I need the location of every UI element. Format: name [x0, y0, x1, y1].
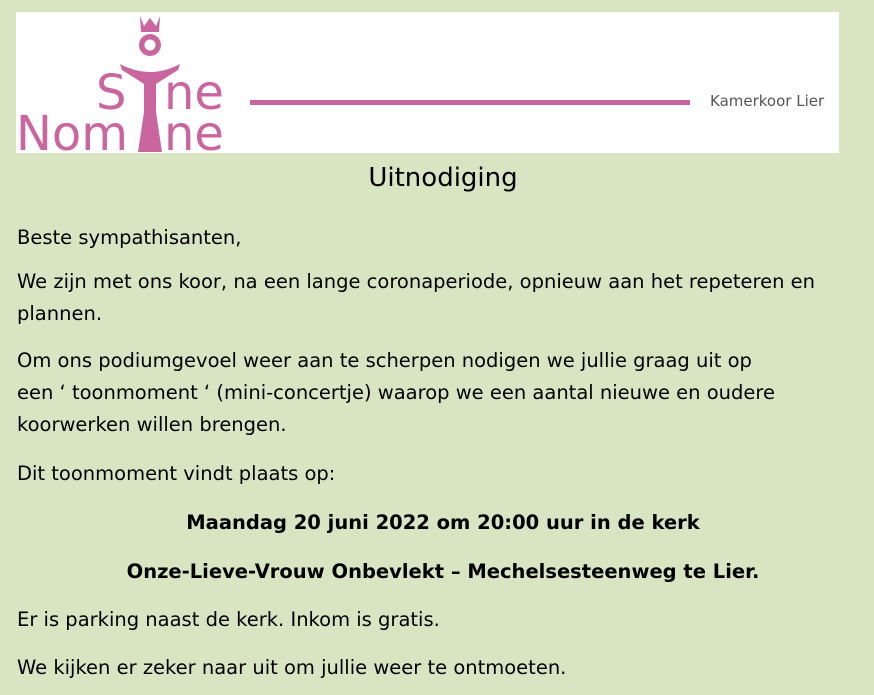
- banner-divider-line: [250, 100, 690, 105]
- crown-icon: [140, 16, 160, 32]
- paragraph-1-line-2: plannen.: [17, 302, 103, 325]
- paragraph-3-text: Dit toonmoment vindt plaats op:: [17, 462, 336, 485]
- paragraph-2-line-2: een ‘ toonmoment ‘ (mini-concertje) waarop we een aantal nieuwe en oudere: [17, 381, 775, 404]
- paragraph-2-line-3: koorwerken willen brengen.: [17, 413, 287, 436]
- svg-text:ne: ne: [164, 65, 224, 121]
- choir-subtitle: Kamerkoor Lier: [710, 92, 825, 110]
- figure-skirt: [138, 112, 162, 152]
- paragraph-2-line-1: Om ons podiumgevoel weer aan te scherpen nodigen we jullie graag uit op: [17, 349, 752, 372]
- event-date: Maandag 20 juni 2022 om 20:00 uur in de kerk: [186, 511, 700, 534]
- page-title: Uitnodiging: [368, 163, 518, 193]
- svg-text:S: S: [96, 65, 127, 121]
- svg-text:ne: ne: [164, 106, 224, 153]
- svg-text:Nom: Nom: [16, 106, 129, 153]
- event-location: Onze-Lieve-Vrouw Onbevlekt – Mechelsesteenweg te Lier.: [126, 560, 760, 583]
- paragraph-1-line-1: We zijn met ons koor, na een lange coronaperiode, opnieuw aan het repeteren en: [17, 270, 816, 293]
- header-banner: [16, 12, 839, 153]
- greeting-text: Beste sympathisanten,: [17, 226, 242, 249]
- parking-text: Er is parking naast de kerk. Inkom is gratis.: [17, 608, 440, 631]
- closing-text: We kijken er zeker naar uit om jullie weer te ontmoeten.: [17, 656, 567, 679]
- sine-nomine-logo: [16, 12, 256, 153]
